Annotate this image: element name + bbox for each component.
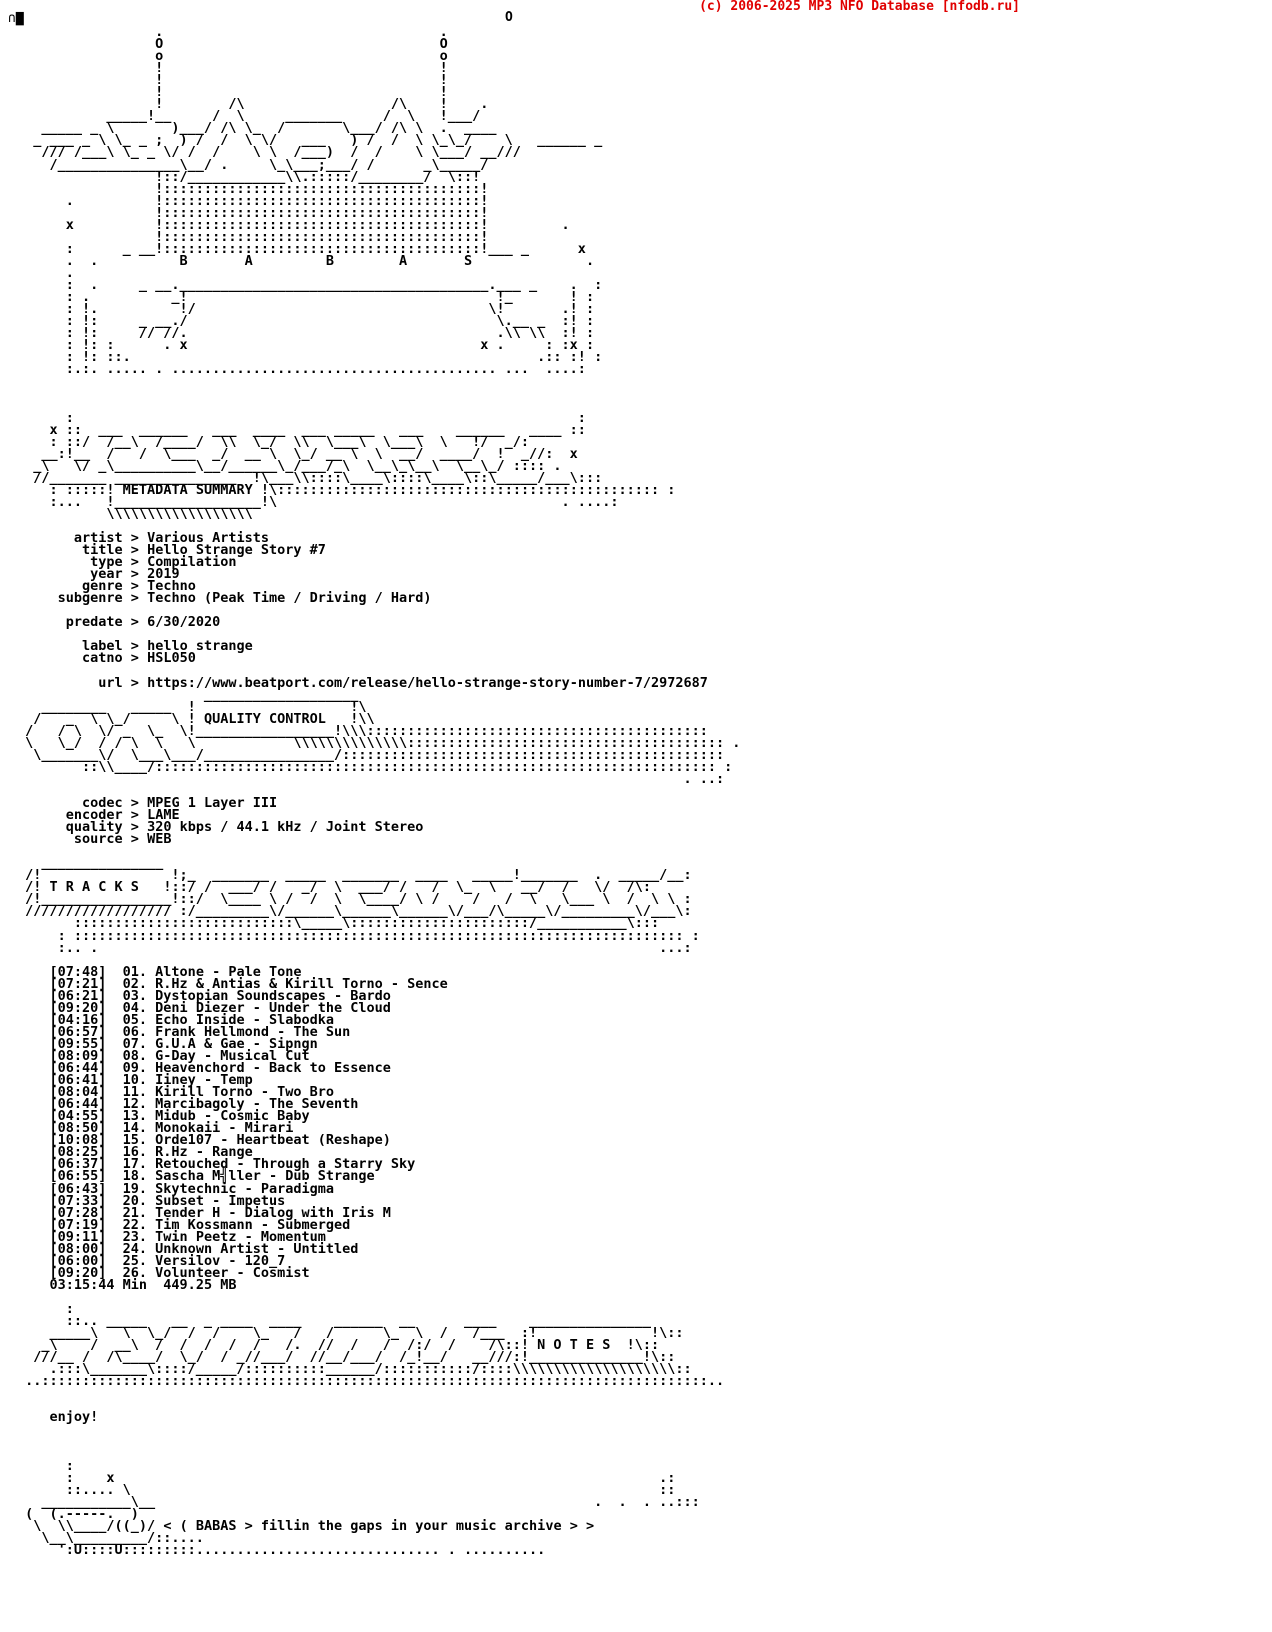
track-duration: [08:50] bbox=[17, 1120, 107, 1137]
metadata-row-key: subgenre bbox=[17, 590, 123, 607]
credit-mark: O bbox=[505, 10, 513, 25]
track-title: Kirill Torno - Two Bro bbox=[147, 1084, 334, 1101]
quality-list bbox=[17, 795, 423, 847]
quality-row-value: LAME bbox=[147, 807, 180, 824]
track-duration: [08:04] bbox=[17, 1084, 107, 1101]
track-title: G.U.A & Gae - Sipngn bbox=[147, 1035, 318, 1052]
track-title: Retouched - Through a Starry Sky bbox=[147, 1156, 416, 1173]
metadata-row: predate > 6/30/2020 bbox=[17, 614, 221, 631]
track-title: Sascha M╣ller - Dub Strange bbox=[147, 1168, 375, 1185]
metadata-row: genre > Techno bbox=[17, 578, 196, 595]
corner-glyph: ∩▇ bbox=[8, 11, 24, 26]
track-number: 10. bbox=[106, 1072, 148, 1089]
nfo-text: . . O O o o ! ! ! ! ! ! ! /\ /\ ! . _____!__ / \ _______ / \ !___/ _____ _ \ )___/ /\ \_ / \___/ /\ \ . ____ _ ___ _ \ \_ _ ; ) / / \ \/ ___ ) / / \ \_\_/ \ ______ _ /// /___\ \_ _ \/ / / \ \ /___) / / \ \___/ __/// /_______________\__/ . \_\___;___/ / _\_____/ !::/____________\\.:::::/________/ \::! !:::::::::::::::::::::::::::::::::::::::! . !:::::::::::::::::::::::::::::::::::::::! !:::::::::::::::::::::::::::::::::::::::! x !:::::::::::::::::::::::::::::::::::::::! . !:::::::::::::::::::::::::::::::::::::::! : _ __!:::::::::::::::::::::::::::::::::::::::!___ _ x . . B A B A S . . : . _ __.______________________________________.___ _ . : : . _! !_ ! : : !. !/ \! .! : : !: _ __./ \.__ _ :! : : !: // //. .\\ \\ :! : : !: : . x x . : :x : : !: ::. .:: :! : :.:. ..... . ........................................ ... ....: : : x :: ___ ______ ___ ____ ___ _____ ___ ______ ____ :: : ::/ /__\ /____/ \\ \_/ \\ \___\ \___\ \ !/ _/: __:!__ / / \___ _/ __ \ \_/ __ \ \ __/ ____/ ! _//: x _\ \/ _\__________\__/______\_/___/_\ \__\_\__\ \__\_/ :::: . //_______ _______________ !\___\\::::\____\::::\____\::\_____/___\::: : :::::! METADATA SUMMARY !\::::::::::::::::::::::::::::::::::::::::::::::: : :... !__________________!\ . ....: \\\\\\\\\\\\\\\\\\ artist > Various Artists title > Hello Strange Story #7 type > Compilation year > 2019 genre > Techno subgenre > Techno (Peak Time / Driving / Hard) predate > 6/30/2020 label > hello strange catno > HSL050 url > https://www.beatport.com/release/hello-strange-story-number-7/2972687 ___________________ ________ _____ ! !\ / _ \ \_/ \ ! QUALITY CONTROL !\\ / / \ \/ _ \_ \!_________________!\\\:::::::::::::::::::::::::::::::::::::::::: \ \_/ / / \ \ \ \\\\\\\\\\\\\\::::::::::::::::::::::::::::::::::::::: . \_______\/ \___\___/________________/::::::::::::::::::::::::::::::::::::::::::::::: ::\\____/::::::::::::::::::::::::::::::::::::::::::::::::::::::::::::::::::::: : . ..: codec > MPEG 1 Layer III encoder > LAME quality > 320 kbps / 44.1 kHz / Joint Stereo source > WEB _______________ /! !;_ _______ _____ _______ ____ _____!_______ . _____/__: /! T R A C K S !::/ / ___/ / _/ \ ___/ / / \_ \ __/ / \/ /\: /!________________!::/ \____ \ / / \ \____/ \ / / / \ \___ \ / \ \ : ////////////////// :/_________\/______\______\______\/___/\_____\/_________\/___\: :::::::::::::::::::::::::::\_____\::::::::::::::::::::::/___________\::: : ::::::::::::::::::::::::::::::::::::::::::::::::::::::::::::::::::::::::::: : :.. . ...: [07:48] 01. Altone - Pale Tone [07:21] 02. R.Hz & Antias & Kirill Torno - Sence [06:21] 03. Dystopian Soundscapes - Bardo [09:20] 04. Deni Diezer - Under the Cloud [04:16] 05. Echo Inside - Slabodka [06:57] 06. Frank Hellmond - The Sun [09:55] 07. G.U.A & Gae - Sipngn [08:09] 08. G-Day - Musical Cut [06:44] 09. Heavenchord - Back to Essence [06:41] 10. Iiney - Temp [08:04] 11. Kirill Torno - Two Bro [06:44] 12. Marcibagoly - The Seventh [04:55] 13. Midub - Cosmic Baby [08:50] 14. Monokaii - Mirari [10:08] 15. Orde107 - Heartbeat (Reshape) [08:25] 16. R.Hz - Range [06:37] 17. Retouched - Through a Starry Sky [06:55] 18. Sascha M╣ller - Dub Strange [06:43] 19. Skytechnic - Paradigma [07:33] 20. Subset - Impetus [07:28] 21. Tender H - Dialog with Iris M [07:19] 22. Tim Kossmann - Submerged [09:11] 23. Twin Peetz - Momentum [08:00] 24. Unknown Artist - Untitled [06:00] 25. Versilov - 120_7 [09:20] 26. Volunteer - Cosmist 03:15:44 Min 449.25 MB : ::.. _____ __ _ ____ ____ ______ __ ____ _______________ _____\ \ \_/ / / \_ / / \_ \ / /___ :! !\:: _\ / __\ / / / / / /. // / / /:/ / /\::! N O T E S !\:: ///__ / /\____/ \_/ / _//___/ //__/___/ /_!__/ __///:!______________!\:: .:::\_______\::::/_____/::::::::::______/:::::::::::/::::\\\\\\\\\\\\\\\\\\\\:: ..::::::::::::::::::::::::::::::::::::::::::::::::::::::::::::::::::::::::::::::::::.. enjoy! : : x .: ::.... \ :: ___________\__ . . . ..::: ( (.-----. ) \ \\____/((_)/ < ( BABAS > fillin the gaps in your music archive > > \__\_________/::.... ':U::::U:::::::::.............................. . .......... bbox=[17, 24, 741, 1558]
track-number: 13. bbox=[106, 1108, 148, 1125]
track-number: 19. bbox=[106, 1180, 148, 1197]
notes-label: N O T E S bbox=[529, 1337, 619, 1354]
track-title: R.Hz & Antias & Kirill Torno - Sence bbox=[147, 975, 448, 992]
track-duration: [04:16] bbox=[17, 1011, 107, 1028]
track-title: Versilov - 120_7 bbox=[147, 1252, 286, 1269]
track-duration: [08:00] bbox=[17, 1240, 107, 1257]
track-duration: [09:11] bbox=[17, 1228, 107, 1245]
track-title: Echo Inside - Slabodka bbox=[147, 1011, 334, 1028]
logo-art-mid: . : . _ __.______________________________________.___ _ . : : . _! !_ ! : : !. !/ \! .! : : !: _ __./ \.__ _ :! : : !: // //. .\\ \\ :! : : !: : . x x . : :x : : !: ::. .:: :! : :.:. ..... . ........................................ ... ....: : : x :: ___ ______ ___ ____ ___ _____ ___ ______ ____ :: : ::/ /__\ /____/ \\ \_/ \\ \___\ \___\ \ !/ _/: __:!__ / / \___ _/ __ \ \_/ __ \ \ __/ ____/ ! _//: x _\ \/ _\__________\__/______\_/___/_\ \__\_\__\ \__\_/ :::: . //_______ _______________ !\___\\::::\____\::::\____\::\_____/___\::: : :::::! bbox=[33, 264, 603, 498]
track-title: Monokaii - Mirari bbox=[147, 1120, 294, 1137]
metadata-row-key: catno bbox=[17, 650, 123, 667]
tracklist bbox=[17, 964, 448, 1281]
track-title: Tender H - Dialog with Iris M bbox=[147, 1204, 391, 1221]
track-title: G-Day - Musical Cut bbox=[147, 1047, 310, 1064]
track-title: Marcibagoly - The Seventh bbox=[147, 1096, 359, 1113]
track-number: 25. bbox=[106, 1252, 148, 1269]
quality-row-key: codec bbox=[17, 795, 123, 811]
track-duration: [06:44] bbox=[17, 1096, 107, 1113]
metadata-row: catno > HSL050 bbox=[17, 650, 196, 667]
track-number: 08. bbox=[106, 1047, 148, 1064]
track-duration: [09:20] bbox=[17, 1264, 107, 1281]
quality-row-key: quality bbox=[17, 819, 123, 836]
track-number: 18. bbox=[106, 1168, 148, 1185]
track-duration: [07:21] bbox=[17, 975, 107, 992]
track-number: 16. bbox=[106, 1144, 148, 1161]
track-number: 04. bbox=[106, 999, 148, 1016]
metadata-row-key: url bbox=[17, 674, 123, 691]
quality-row-key: source bbox=[17, 831, 123, 848]
metadata-row-value: HSL050 bbox=[147, 650, 196, 667]
total-runtime-size: 03:15:44 Min 449.25 MB bbox=[49, 1276, 237, 1293]
track-number: 15. bbox=[106, 1132, 148, 1149]
track-duration: [09:55] bbox=[17, 1035, 107, 1052]
track-number: 21. bbox=[106, 1204, 148, 1221]
quality-control-label: QUALITY CONTROL bbox=[195, 710, 334, 727]
metadata-summary-label: METADATA SUMMARY bbox=[114, 481, 261, 498]
track-duration: [06:00] bbox=[17, 1252, 107, 1269]
track-duration: [06:55] bbox=[17, 1168, 107, 1185]
track-title: Subset - Impetus bbox=[147, 1192, 286, 1209]
track-number: 05. bbox=[106, 1011, 148, 1028]
metadata-row-value: Compilation bbox=[147, 554, 237, 571]
quality-row-value: 320 kbps / 44.1 kHz / Joint Stereo bbox=[147, 819, 424, 836]
track-duration: [06:41] bbox=[17, 1072, 107, 1089]
track-number: 22. bbox=[106, 1216, 148, 1233]
logo-art-top: . . O O o o ! ! ! ! ! ! ! /\ /\ ! . _____!__ / \ _______ / \ !___/ _____ _ \ )___/ /\ \_ / \___/ /\ \ . ____ _ ___ _ \ \_ _ ; ) / / \ \/ ___ ) / / \ \_\_/ \ ______ _ /// /___\ \_ _ \/ / / \ \ /___) / / \ \___/ __/// /_______________\__/ . \_\___;___/ / _\_____/ !::/____________\\.:::::/________/ \::! !:::::::::::::::::::::::::::::::::::::::! . !:::::::::::::::::::::::::::::::::::::::! !:::::::::::::::::::::::::::::::::::::::! x !:::::::::::::::::::::::::::::::::::::::! . !:::::::::::::::::::::::::::::::::::::::! : _ __!:::::::::::::::::::::::::::::::::::::::!___ _ x bbox=[33, 24, 603, 257]
track-number: 09. bbox=[106, 1060, 148, 1077]
track-title: Unknown Artist - Untitled bbox=[147, 1240, 359, 1257]
track-number: 20. bbox=[106, 1192, 148, 1209]
quality-row: quality > 320 kbps / 44.1 kHz / Joint Stereo bbox=[17, 819, 424, 836]
track-number: 24. bbox=[106, 1240, 148, 1257]
metadata-row: type > Compilation bbox=[17, 554, 237, 571]
track-number: 03. bbox=[106, 987, 148, 1004]
metadata-row-value: Techno bbox=[147, 578, 196, 595]
metadata-row-value: Techno (Peak Time / Driving / Hard) bbox=[147, 590, 432, 607]
metadata-row-key: genre bbox=[17, 578, 123, 595]
track-number: 06. bbox=[106, 1023, 148, 1040]
track-number: 17. bbox=[106, 1156, 148, 1173]
track-title: Iiney - Temp bbox=[147, 1072, 253, 1089]
track-number: 07. bbox=[106, 1035, 148, 1052]
track-duration: [10:08] bbox=[17, 1132, 107, 1149]
track-number: 02. bbox=[106, 975, 148, 992]
track-duration: [07:28] bbox=[17, 1204, 107, 1221]
track-duration: [06:43] bbox=[17, 1180, 107, 1197]
metadata-art-tail: !\::::::::::::::::::::::::::::::::::::::::::::::: : :... !__________________!\ . ....: \\\\\\\\\\\\\\\\\\ bbox=[49, 481, 676, 522]
track-title: Volunteer - Cosmist bbox=[147, 1264, 310, 1281]
quality-row: codec > MPEG 1 Layer III bbox=[17, 795, 278, 811]
track-title: R.Hz - Range bbox=[147, 1144, 253, 1161]
notes-text: enjoy! bbox=[49, 1409, 99, 1426]
track-title: Frank Hellmond - The Sun bbox=[147, 1023, 351, 1040]
metadata-row-key: artist bbox=[17, 529, 123, 546]
track-title: Twin Peetz - Momentum bbox=[147, 1228, 326, 1245]
metadata-row: title > Hello Strange Story #7 bbox=[17, 542, 326, 559]
metadata-row-value: hello strange bbox=[147, 638, 253, 655]
track-number: 12. bbox=[106, 1096, 148, 1113]
metadata-row-value: Hello Strange Story #7 bbox=[147, 542, 326, 559]
track-duration: [07:19] bbox=[17, 1216, 107, 1233]
metadata-row: artist > Various Artists bbox=[17, 529, 269, 546]
metadata-row: subgenre > Techno (Peak Time / Driving / Hard) bbox=[17, 590, 432, 607]
track-title: Tim Kossmann - Submerged bbox=[147, 1216, 351, 1233]
footer-tagline: < ( BABAS > fillin the gaps in your music archive > > bbox=[163, 1517, 595, 1534]
track-number: 26. bbox=[106, 1264, 148, 1281]
track-duration: [07:48] bbox=[17, 963, 107, 980]
track-duration: [06:57] bbox=[17, 1023, 107, 1040]
quality-row-key: encoder bbox=[17, 807, 123, 824]
track-duration: [09:20] bbox=[17, 999, 107, 1016]
quality-row-value: WEB bbox=[147, 831, 172, 848]
track-duration: [08:09] bbox=[17, 1047, 107, 1064]
track-duration: [04:55] bbox=[17, 1108, 107, 1125]
track-number: 01. bbox=[106, 963, 148, 980]
track-duration: [06:37] bbox=[17, 1156, 107, 1173]
track-title: Altone - Pale Tone bbox=[147, 963, 302, 980]
metadata-row-value: Various Artists bbox=[147, 529, 269, 546]
track-number: 11. bbox=[106, 1084, 148, 1101]
track-title: Dystopian Soundscapes - Bardo bbox=[147, 987, 391, 1004]
metadata-row-key: title bbox=[17, 542, 123, 559]
track-title: Skytechnic - Paradigma bbox=[147, 1180, 334, 1197]
metadata-row-value: 2019 bbox=[147, 566, 180, 583]
nfodb-credit: (c) 2006-2025 MP3 NFO Database [nfodb.ru] bbox=[699, 0, 1020, 14]
metadata-row-key: label bbox=[17, 638, 123, 655]
track-title: Midub - Cosmic Baby bbox=[147, 1108, 310, 1125]
metadata-row-key: type bbox=[17, 554, 123, 571]
quality-row: source > WEB bbox=[17, 831, 172, 848]
metadata-row-value: 6/30/2020 bbox=[147, 614, 221, 631]
metadata-row-key: predate bbox=[17, 614, 123, 631]
quality-row: encoder > LAME bbox=[17, 807, 180, 824]
babas-letters: . . B A B A S . bbox=[17, 252, 595, 269]
track-duration: [07:33] bbox=[17, 1192, 107, 1209]
track-number: 23. bbox=[106, 1228, 148, 1245]
metadata-row: label > hello strange bbox=[17, 638, 253, 655]
metadata-row-key: year bbox=[17, 566, 123, 583]
quality-row-value: MPEG 1 Layer III bbox=[147, 795, 278, 811]
track-title: Deni Diezer - Under the Cloud bbox=[147, 999, 391, 1016]
tracks-label: T R A C K S bbox=[41, 879, 148, 896]
metadata-row: year > 2019 bbox=[17, 566, 180, 583]
track-duration: [06:44] bbox=[17, 1060, 107, 1077]
track-title: Orde107 - Heartbeat (Reshape) bbox=[147, 1132, 391, 1149]
track-duration: [06:21] bbox=[17, 987, 107, 1004]
track-title: Heavenchord - Back to Essence bbox=[147, 1060, 391, 1077]
metadata-row: url > https://www.beatport.com/release/hello-strange-story-number-7/2972687 bbox=[17, 674, 708, 691]
metadata-list bbox=[17, 530, 708, 691]
metadata-row-value: https://www.beatport.com/release/hello-strange-story-number-7/2972687 bbox=[147, 674, 708, 691]
track-number: 14. bbox=[106, 1120, 148, 1137]
track-duration: [08:25] bbox=[17, 1144, 107, 1161]
